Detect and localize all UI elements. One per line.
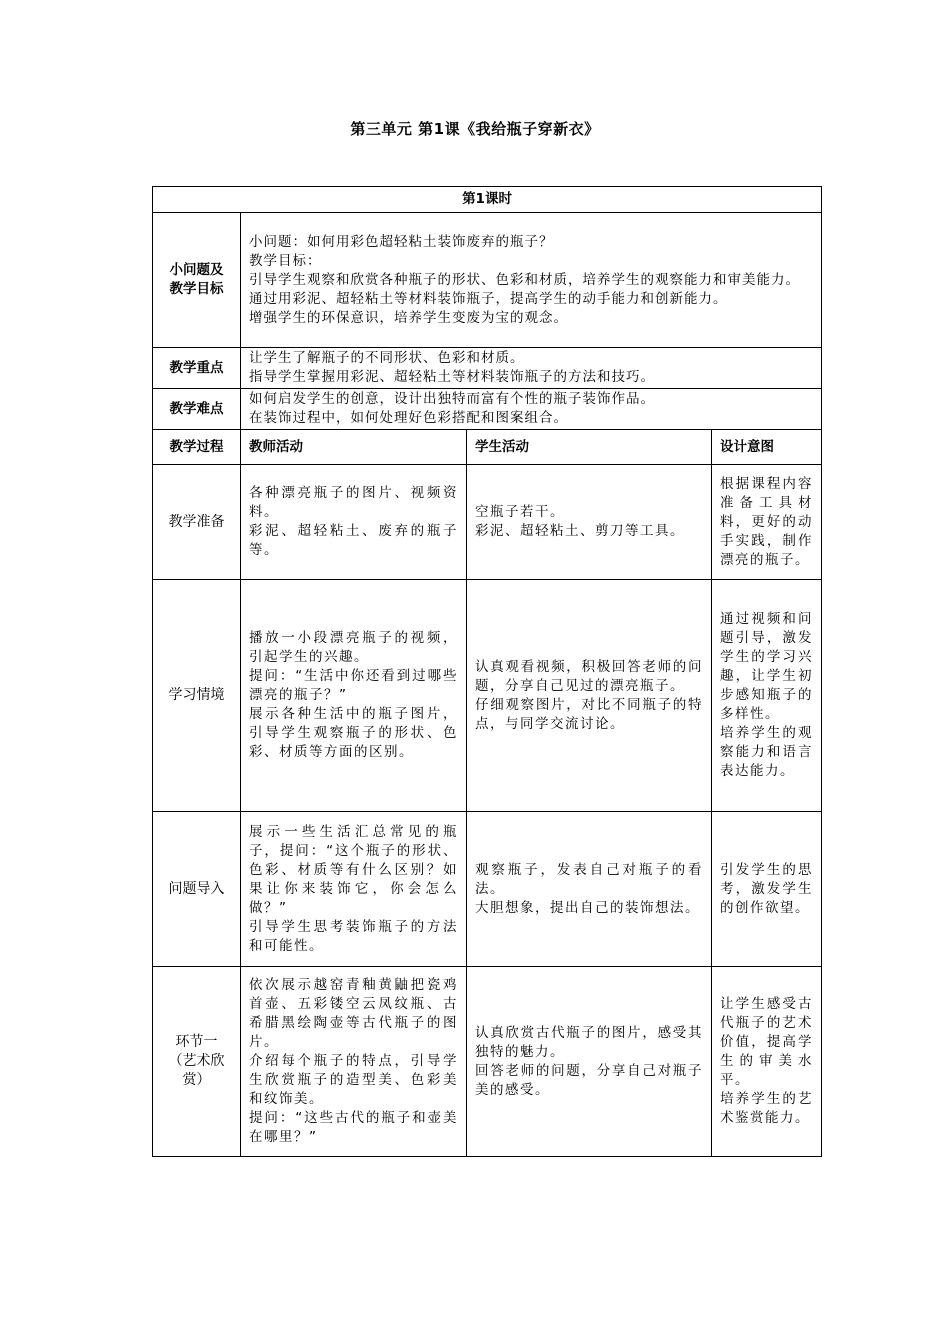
teacher-activity: 播放一小段漂亮瓶子的视频，引起学生的兴趣。 提问：“生活中你还看到过哪些漂亮的瓶子？” 展示各种生活中的瓶子图片，引导学生观察瓶子的形状、色彩、材质等方面的区别。 — [241, 580, 467, 812]
key-points-row — [153, 348, 822, 389]
goals-line: 增强学生的环保意识，培养学生变废为宝的观念。 — [249, 309, 568, 326]
key-points-label: 教学重点 — [153, 348, 241, 389]
student-activity-header: 学生活动 — [467, 430, 712, 465]
student-activity: 观察瓶子，发表自己对瓶子的看法。 大胆想象，提出自己的装饰想法。 — [467, 812, 712, 967]
difficulties-row — [153, 389, 822, 430]
goals-line: 小问题：如何用彩色超轻粘土装饰废弃的瓶子？ — [249, 233, 554, 250]
process-row — [153, 812, 822, 967]
design-intent: 让学生感受古代瓶子的艺术价值，提高学生的审美水平。 培养学生的艺术鉴赏能力。 — [712, 967, 822, 1157]
teacher-activity: 展示一些生活汇总常见的瓶子，提问：“这个瓶子的形状、色彩、材质等有什么区别？如果让你来装饰它，你会怎么做？” 引导学生思考装饰瓶子的方法和可能性。 — [241, 812, 467, 967]
stage-label: 学习情境 — [153, 580, 241, 812]
process-row — [153, 580, 822, 812]
teacher-activity: 依次展示越窑青釉黄鼬把瓷鸡首壶、五彩镂空云凤纹瓶、古希腊黑绘陶壶等古代瓶子的图片。 介绍每个瓶子的特点，引导学生欣赏瓶子的造型美、色彩美和纹饰美。 提问：“这些古代的瓶子和壶美在哪里？” — [241, 967, 467, 1157]
process-row — [153, 967, 822, 1157]
difficulties-label: 教学难点 — [153, 389, 241, 430]
difficulties-content — [241, 389, 822, 430]
document-title: 第三单元 第1课《我给瓶子穿新衣》 — [350, 120, 600, 138]
stage-label: 教学准备 — [153, 465, 241, 580]
goals-row — [153, 213, 822, 348]
goals-line: 教学目标： — [249, 252, 322, 269]
design-intent-header: 设计意图 — [712, 430, 822, 465]
difficulties-line: 在装饰过程中，如何处理好色彩搭配和图案组合。 — [249, 410, 568, 426]
key-points-line: 让学生了解瓶子的不同形状、色彩和材质。 — [249, 350, 525, 366]
key-points-line: 指导学生掌握用彩泥、超轻粘土等材料装饰瓶子的方法和技巧。 — [249, 369, 655, 385]
process-row — [153, 465, 822, 580]
goals-line: 引导学生观察和欣赏各种瓶子的形状、色彩和材质，培养学生的观察能力和审美能力。 — [249, 271, 800, 288]
design-intent: 引发学生的思考，激发学生的创作欲望。 — [712, 812, 822, 967]
stage-label: 环节一 （艺术欣赏） — [153, 967, 241, 1157]
student-activity: 认真欣赏古代瓶子的图片，感受其独特的魅力。 回答老师的问题，分享自己对瓶子美的感受。 — [467, 967, 712, 1157]
stage-label: 问题导入 — [153, 812, 241, 967]
lesson-plan-table — [152, 186, 822, 1157]
goals-content — [241, 213, 822, 348]
student-activity: 空瓶子若干。 彩泥、超轻粘土、剪刀等工具。 — [467, 465, 712, 580]
session-title: 第1课时 — [153, 187, 822, 213]
session-row — [153, 187, 822, 213]
teacher-activity-header: 教师活动 — [241, 430, 467, 465]
process-header-row — [153, 430, 822, 465]
difficulties-line: 如何启发学生的创意，设计出独特而富有个性的瓶子装饰作品。 — [249, 391, 655, 407]
process-label: 教学过程 — [153, 430, 241, 465]
design-intent: 通过视频和问题引导，激发学生的学习兴趣，让学生初步感知瓶子的多样性。 培养学生的观察能力和语言表达能力。 — [712, 580, 822, 812]
goals-label: 小问题及 教学目标 — [153, 213, 241, 348]
teacher-activity: 各种漂亮瓶子的图片、视频资料。 彩泥、超轻粘土、废弃的瓶子等。 — [241, 465, 467, 580]
key-points-content — [241, 348, 822, 389]
goals-line: 通过用彩泥、超轻粘土等材料装饰瓶子，提高学生的动手能力和创新能力。 — [249, 290, 728, 307]
student-activity: 认真观看视频，积极回答老师的问题，分享自己见过的漂亮瓶子。 仔细观察图片，对比不同瓶子的特点，与同学交流讨论。 — [467, 580, 712, 812]
design-intent: 根据课程内容准备工具材料，更好的动手实践，制作漂亮的瓶子。 — [712, 465, 822, 580]
